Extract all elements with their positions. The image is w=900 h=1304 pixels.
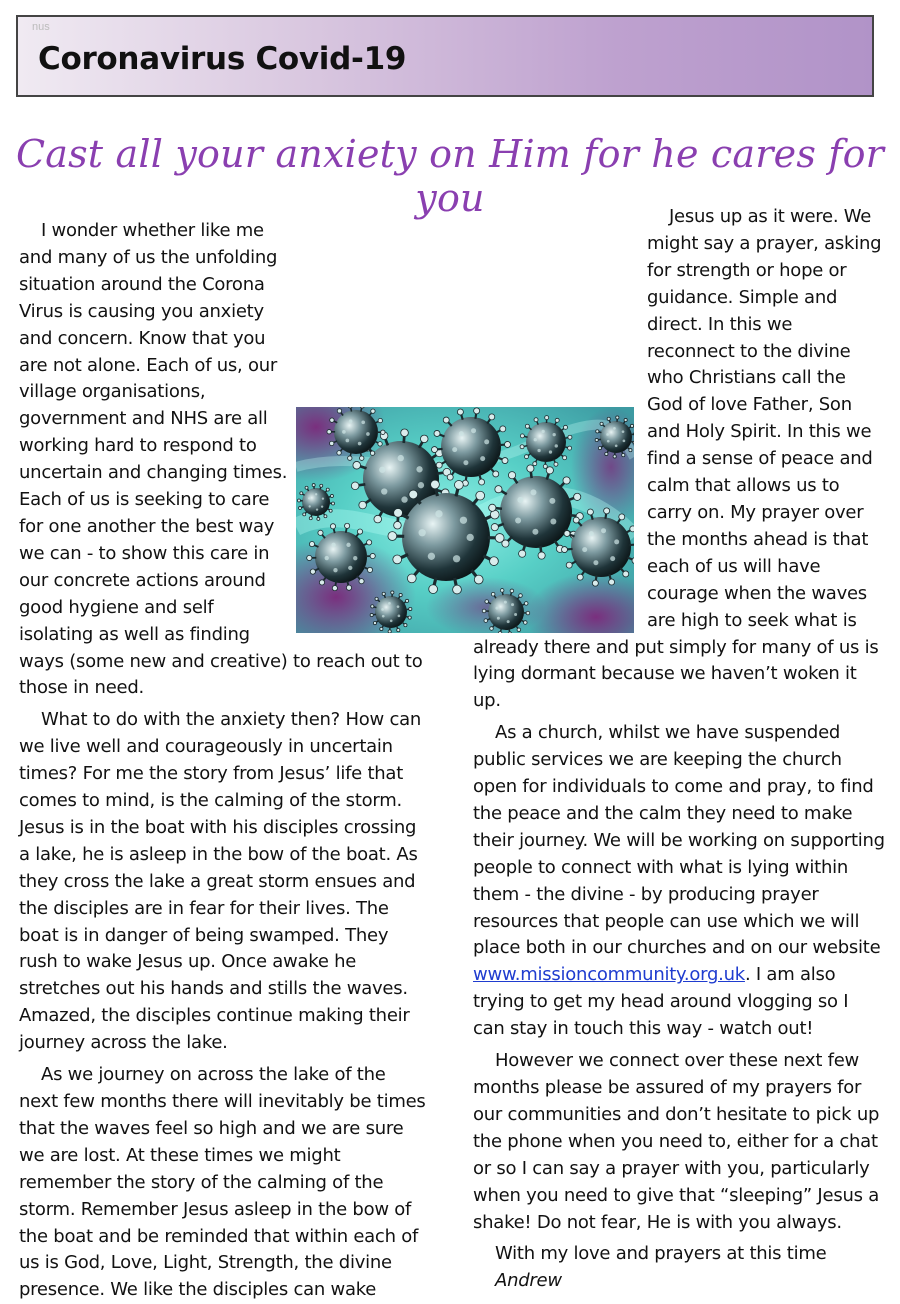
article-right-column <box>473 204 885 1295</box>
header-faint-label: nus <box>32 21 50 33</box>
header-bar <box>16 15 874 97</box>
paragraph-text: Jesus up as it were. We might say a prayer, asking for strength or hope or guidance. Simple and direct. In this we reconnect to the divine who Christians call the God of love Father, Son and Holy Spirit. In this we find a sense of peace and calm that allows us to carry on. My prayer over the months ahead is that each of us will have courage when the waves are high to seek what is already there and put simply for many of us is lying dormant because we haven’t woken it up. <box>473 206 881 711</box>
website-link[interactable]: www.missioncommunity.org.uk <box>473 964 745 985</box>
paragraph: However we connect over these next few months please be assured of my prayers for our communities and don’t hesitate to pick up the phone when you need to, either for a chat or so I can say a prayer with you, particularly when you need to give that “sleeping” Jesus a shake! Do not fear, He is with you always. <box>473 1048 885 1236</box>
paragraph: As we journey on across the lake of the next few months there will inevitably be times that the waves feel so high and we are sure we are lost. At these times we might remember the story of the calming of the storm. Remember Jesus asleep in the bow of the boat and be reminded that within each of us is God, Love, Light, Strength, the divine presence. We like the disciples can wake <box>19 1062 429 1304</box>
paragraph: I wonder whether like me and many of us the unfolding situation around the Corona Virus is causing you anxiety and concern. Know that you are not alone. Each of us, our village organisations, government and NHS are all working hard to respond to uncertain and changing times. Each of us is seeking to care for one another the best way we can - to show this care in our concrete actions around good hygiene and self isolating as well as finding ways (some new and creative) to reach out to those in need. <box>19 218 429 702</box>
paragraph: What to do with the anxiety then? How can we live well and courageously in uncertain times? For me the story from Jesus’ life that comes to mind, is the calming of the storm. Jesus is in the boat with his disciples crossing a lake, he is asleep in the bow of the boat. As they cross the lake a great storm ensues and the disciples are in fear for their lives. The boat is in danger of being swamped. They rush to wake Jesus up. Once awake he stretches out his hands and stills the waves. Amazed, the disciples continue making their journey across the lake. <box>19 707 429 1057</box>
article-left-column <box>19 218 429 1304</box>
signature: Andrew <box>495 1268 885 1295</box>
article-subtitle: Cast all your anxiety on Him for he cares for you <box>0 132 900 220</box>
coronavirus-illustration-icon <box>296 407 634 633</box>
closing-line: With my love and prayers at this time <box>473 1241 885 1268</box>
page-title: Coronavirus Covid-19 <box>38 41 406 77</box>
paragraph <box>473 720 885 1043</box>
paragraph-text: As a church, whilst we have suspended public services we are keeping the church open for individuals to come and pray, to find the peace and the calm they need to make their journey. We will be working on supporting people to connect with what is lying within them - the divine - by producing prayer resources that people can use which we will place both in our churches and on our website <box>473 722 885 958</box>
paragraph-text: . I am also trying to get my head around vlogging so I can stay in touch this way - watch out! <box>473 964 848 1039</box>
